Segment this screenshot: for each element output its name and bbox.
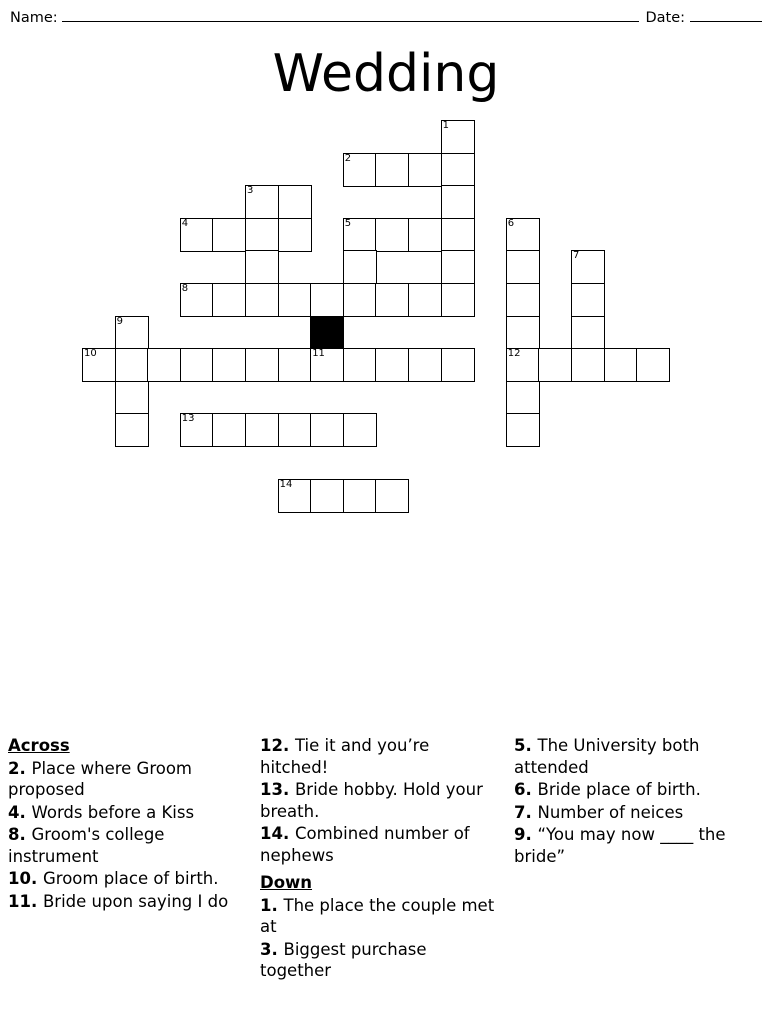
clue-column-2 xyxy=(260,735,495,983)
clue-item xyxy=(8,868,240,890)
grid-cell[interactable] xyxy=(375,283,409,317)
clue-column-3 xyxy=(514,735,759,868)
clue-item xyxy=(514,779,759,801)
grid-cell[interactable] xyxy=(115,381,149,415)
clue-column-1 xyxy=(8,735,240,913)
cell-number: 5 xyxy=(344,217,352,229)
grid-cell[interactable] xyxy=(506,413,540,447)
clue-text: The University both attended xyxy=(514,736,700,777)
grid-cell[interactable] xyxy=(245,250,279,284)
clue-text: Tie it and you’re hitched! xyxy=(260,736,430,777)
grid-cell[interactable] xyxy=(408,218,442,252)
clue-item xyxy=(514,735,759,778)
cell-number: 11 xyxy=(312,348,325,360)
grid-cell[interactable] xyxy=(343,283,377,317)
grid-cell[interactable] xyxy=(571,348,605,382)
down-heading: Down xyxy=(260,873,313,892)
clue-number: 7. xyxy=(514,802,538,822)
cell-number: 12 xyxy=(507,348,521,360)
clue-number: 2. xyxy=(8,758,32,778)
grid-cell[interactable] xyxy=(180,413,214,447)
page-title: Wedding xyxy=(272,44,500,104)
clue-item xyxy=(260,895,495,938)
clue-number: 8. xyxy=(8,825,32,844)
grid-cell[interactable] xyxy=(245,218,279,252)
grid-cell[interactable] xyxy=(278,185,312,219)
grid-cell[interactable] xyxy=(441,250,475,284)
clue-number: 11. xyxy=(8,891,43,911)
clue-number: 5. xyxy=(514,736,538,755)
grid-cell[interactable] xyxy=(506,348,540,382)
grid-cell[interactable] xyxy=(343,153,377,187)
grid-cell[interactable] xyxy=(212,348,246,382)
grid-cell[interactable] xyxy=(375,153,409,187)
grid-cell[interactable] xyxy=(375,218,409,252)
clue-number: 10. xyxy=(8,869,43,888)
grid-cell[interactable] xyxy=(310,283,344,317)
grid-cell[interactable] xyxy=(180,348,214,382)
grid-cell[interactable] xyxy=(441,218,475,252)
clue-number: 14. xyxy=(260,824,295,843)
clue-item xyxy=(8,824,240,867)
grid-cell[interactable] xyxy=(636,348,670,382)
grid-cell[interactable] xyxy=(604,348,638,382)
clue-text: Combined number of nephews xyxy=(260,824,470,865)
grid-cell[interactable] xyxy=(180,218,214,252)
grid-cell[interactable] xyxy=(441,348,475,382)
cell-number: 4 xyxy=(181,217,189,229)
cell-number: 8 xyxy=(181,283,189,294)
cell-number: 10 xyxy=(84,348,97,360)
cell-number: 9 xyxy=(116,315,123,327)
grid-cell[interactable] xyxy=(278,283,312,317)
clue-item xyxy=(8,758,240,801)
grid-cell[interactable] xyxy=(506,250,540,284)
name-label: Name: xyxy=(10,10,58,26)
grid-cell[interactable] xyxy=(212,413,246,447)
grid-cell[interactable] xyxy=(115,413,149,447)
grid-cell[interactable] xyxy=(343,218,377,252)
grid-cell[interactable] xyxy=(310,413,344,447)
grid-cell[interactable] xyxy=(343,250,377,284)
cell-number: 13 xyxy=(181,413,195,425)
grid-cell[interactable] xyxy=(212,218,246,252)
grid-cell[interactable] xyxy=(278,413,312,447)
date-write-line xyxy=(690,8,762,22)
grid-cell[interactable] xyxy=(408,283,442,317)
clue-text: The place the couple met at xyxy=(260,895,495,936)
clue-text: Bride hobby. Hold your breath. xyxy=(260,780,483,821)
across-heading: Across xyxy=(8,736,70,755)
grid-cell[interactable] xyxy=(278,348,312,382)
clue-number: 4. xyxy=(8,802,32,822)
grid-cell[interactable] xyxy=(310,479,344,513)
grid-cell[interactable] xyxy=(571,316,605,350)
grid-cell[interactable] xyxy=(441,153,475,187)
clue-text: Groom place of birth. xyxy=(42,869,219,888)
grid-cell[interactable] xyxy=(343,348,377,382)
cell-number: 14 xyxy=(279,478,293,490)
clue-text: Groom's college instrument xyxy=(8,825,165,866)
clue-number: 12. xyxy=(260,736,295,755)
header-row xyxy=(10,8,762,26)
clue-item xyxy=(260,779,495,822)
clue-number: 13. xyxy=(260,780,295,799)
date-label: Date: xyxy=(645,10,685,26)
grid-cell[interactable] xyxy=(310,348,344,382)
grid-cell[interactable] xyxy=(180,283,214,317)
grid-cell[interactable] xyxy=(212,283,246,317)
clue-item xyxy=(260,735,495,778)
clue-text: Bride place of birth. xyxy=(537,780,701,799)
clue-item xyxy=(514,802,759,824)
clue-number: 9. xyxy=(514,825,538,844)
grid-cell[interactable] xyxy=(245,413,279,447)
grid-cell[interactable] xyxy=(506,316,540,350)
clue-text: Number of neices xyxy=(537,802,684,822)
grid-cell[interactable] xyxy=(538,348,572,382)
grid-cell[interactable] xyxy=(82,348,116,382)
grid-cell[interactable] xyxy=(147,348,181,382)
grid-block xyxy=(310,316,344,350)
grid-cell[interactable] xyxy=(343,479,377,513)
grid-cell[interactable] xyxy=(245,283,279,317)
clue-section xyxy=(0,735,772,1015)
grid-cell[interactable] xyxy=(343,413,377,447)
grid-cell[interactable] xyxy=(115,348,149,382)
grid-cell[interactable] xyxy=(441,283,475,317)
grid-cell[interactable] xyxy=(115,316,149,350)
grid-cell[interactable] xyxy=(245,185,279,219)
clue-item xyxy=(260,939,495,982)
grid-cell[interactable] xyxy=(571,250,605,284)
grid-cell[interactable] xyxy=(506,283,540,317)
cell-number: 1 xyxy=(442,120,449,131)
name-write-line xyxy=(62,8,640,22)
clue-item xyxy=(8,891,240,913)
grid-cell[interactable] xyxy=(375,348,409,382)
clue-item xyxy=(8,802,240,824)
clue-text: Biggest purchase together xyxy=(260,939,427,980)
clue-text: Bride upon saying I do xyxy=(42,891,229,911)
crossword-grid xyxy=(0,120,772,620)
cell-number: 7 xyxy=(573,250,580,262)
grid-cell[interactable] xyxy=(245,348,279,382)
cell-number: 6 xyxy=(507,217,515,229)
grid-cell[interactable] xyxy=(506,381,540,415)
clue-number: 6. xyxy=(514,780,538,799)
grid-cell[interactable] xyxy=(375,479,409,513)
grid-cell[interactable] xyxy=(278,479,312,513)
clue-text: Place where Groom proposed xyxy=(8,758,193,799)
clue-number: 1. xyxy=(260,895,284,915)
grid-cell[interactable] xyxy=(278,218,312,252)
cell-number: 2 xyxy=(344,152,352,164)
grid-cell[interactable] xyxy=(506,218,540,252)
clue-item xyxy=(514,824,759,867)
grid-cell[interactable] xyxy=(408,153,442,187)
grid-cell[interactable] xyxy=(441,185,475,219)
clue-text: “You may now ____ the bride” xyxy=(514,825,726,866)
cell-number: 3 xyxy=(247,185,254,197)
grid-cell[interactable] xyxy=(571,283,605,317)
grid-cell[interactable] xyxy=(408,348,442,382)
clue-text: Words before a Kiss xyxy=(31,802,195,822)
clue-item xyxy=(260,823,495,866)
clue-number: 3. xyxy=(260,939,284,959)
grid-cell[interactable] xyxy=(441,120,475,154)
